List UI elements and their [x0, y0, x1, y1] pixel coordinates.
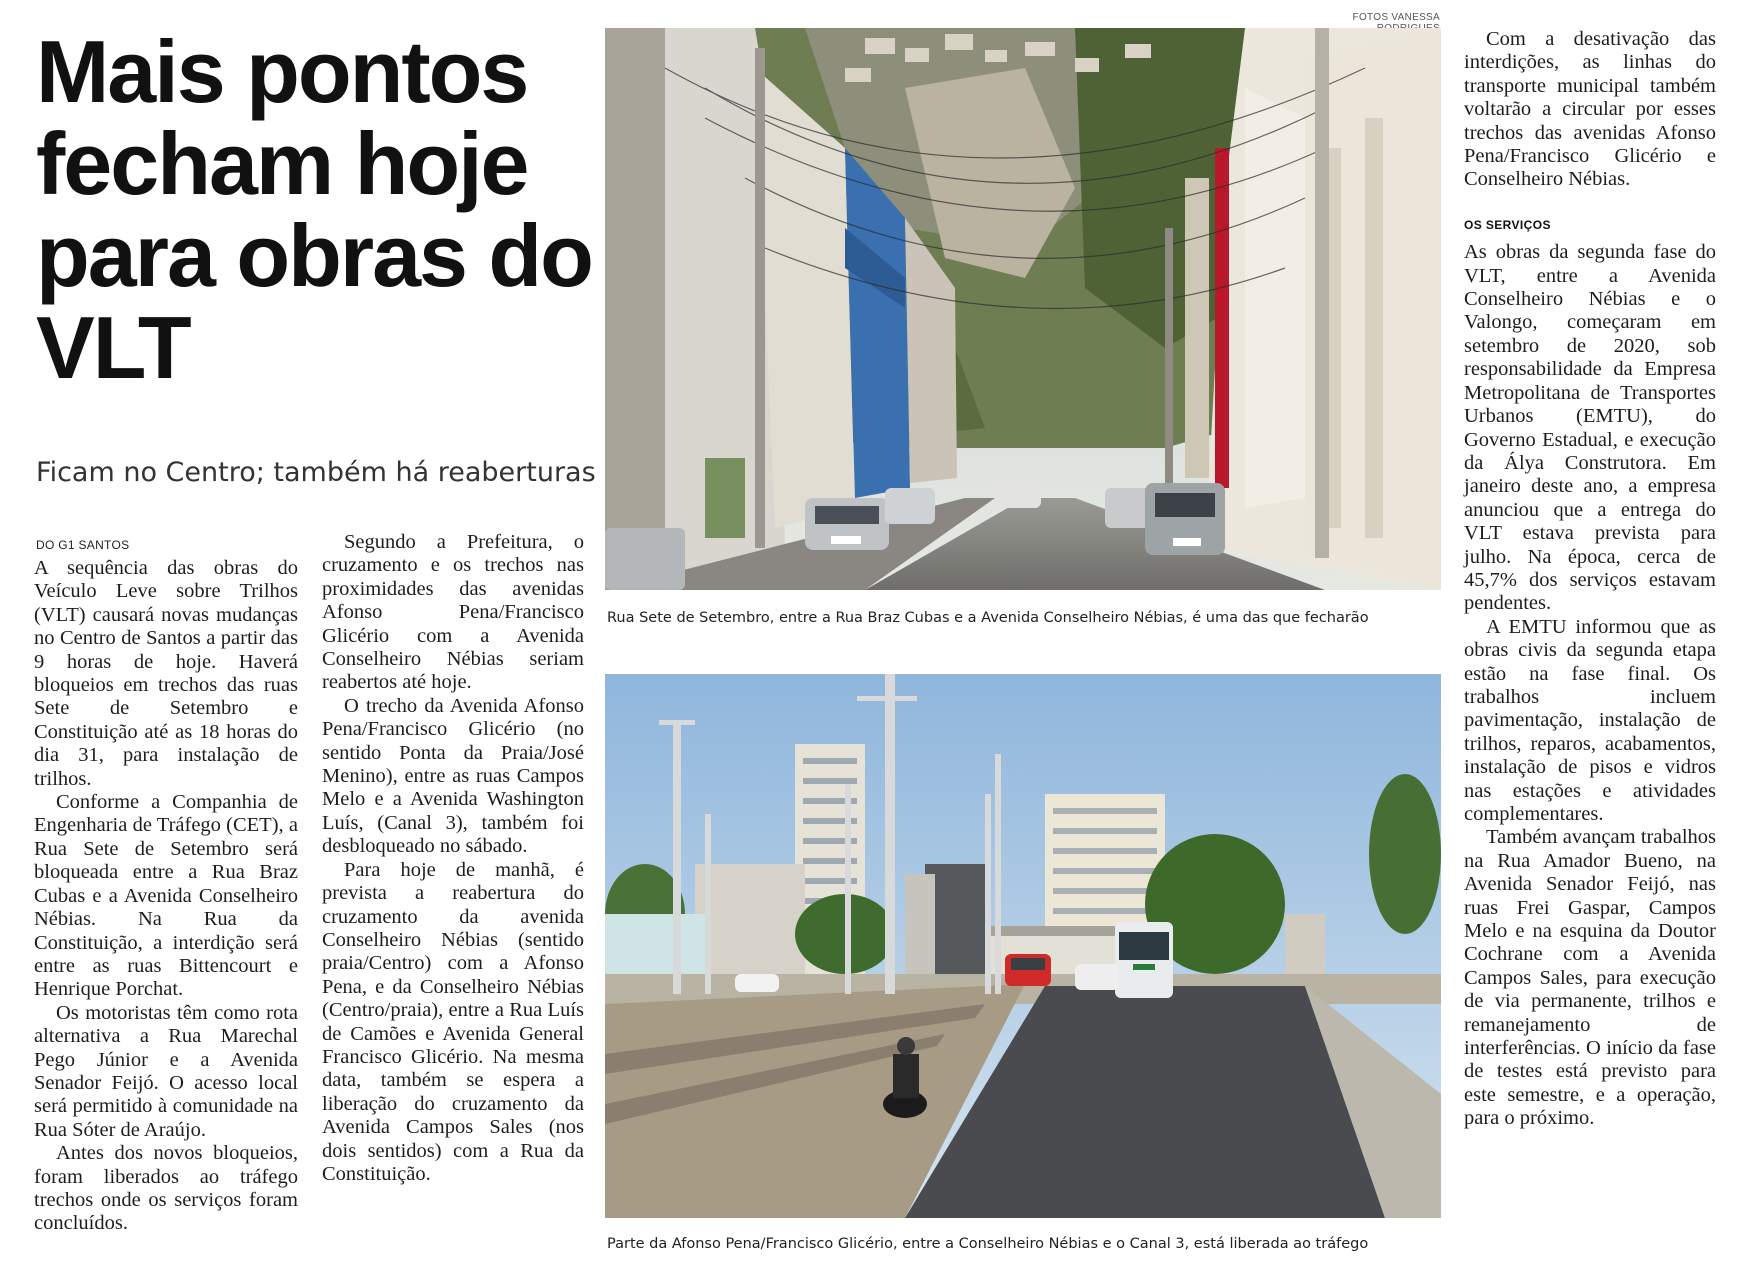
paragraph: As obras da segunda fase do VLT, entre a Avenida Conselheiro Nébias e o Valongo, começaram em setembro de 2020, sob responsabilidade da Empresa Metropolitana de Transportes Urbanos (EMTU), do Governo Estadual, e execução da Álya Construtora. Em janeiro deste ano, a empresa anunciou que a entrega do VLT estava prevista para julho. Na época, cerca de 45,7% dos serviços estavam pendentes.	[1464, 241, 1716, 615]
paragraph: A sequência das obras do Veículo Leve sobre Trilhos (VLT) causará novas mudanças no Centro de Santos a partir das 9 horas de hoje. Haverá bloqueios em trechos das ruas Sete de Setembro e Constituição até as 18 horas do dia 31, para instalação de trilhos.	[34, 557, 298, 790]
paragraph: Conforme a Companhia de Engenharia de Tráfego (CET), a Rua Sete de Setembro será bloqueada entre a Rua Braz Cubas e a Avenida Conselheiro Nébias. Na Rua da Constituição, a interdição será entre as ruas Bittencourt e Henrique Porchat.	[34, 791, 298, 1001]
photo-caption: Parte da Afonso Pena/Francisco Glicério, entre a Conselheiro Nébias e o Canal 3, está liberada ao tráfego	[607, 1236, 1369, 1252]
paragraph: Antes dos novos bloqueios, foram liberados ao tráfego trechos onde os serviços foram concluídos.	[34, 1142, 298, 1235]
byline: DO G1 SANTOS	[36, 538, 130, 552]
paragraph: Segundo a Prefeitura, o cruzamento e os trechos nas proximidades das avenidas Afonso Pena/Francisco Glicério com a Avenida Conselheiro Nébias seriam reabertos até hoje.	[322, 531, 584, 694]
avenue-photo-illustration	[605, 674, 1441, 1218]
paragraph: Também avançam trabalhos na Rua Amador Bueno, na Avenida Senador Feijó, nas ruas Frei Gaspar, Campos Melo e na esquina da Doutor Cochrane com a Avenida Campos Sales, para execução de via permanente, trilhos e remanejamento de interferências. O início da fase de testes está previsto para este semestre, e a operação, para o próximo.	[1464, 826, 1716, 1130]
photo-caption: Rua Sete de Setembro, entre a Rua Braz Cubas e a Avenida Conselheiro Nébias, é uma das que fecharão	[607, 610, 1369, 626]
article-column-3	[1464, 28, 1716, 1131]
subheadline: Ficam no Centro; também há reaberturas	[36, 457, 596, 488]
photo-credit: FOTOS VANESSA	[1352, 12, 1440, 23]
article-column-1	[34, 557, 298, 1236]
paragraph: Com a desativação das interdições, as linhas do transporte municipal também voltarão a circular por esses trechos das avenidas Afonso Pena/Francisco Glicério e Conselheiro Nébias.	[1464, 28, 1716, 191]
headline: Mais pontos fecham hoje para obras do VLT	[36, 22, 592, 397]
paragraph: Os motoristas têm como rota alternativa a Rua Marechal Pego Júnior e a Avenida Senador Feijó. O acesso local será permitido à comunidade na Rua Sóter de Araújo.	[34, 1001, 298, 1141]
photo-afonso-pena-avenue	[605, 674, 1441, 1218]
section-title: OS SERVIÇOS	[1464, 217, 1551, 232]
photo-rua-sete-de-setembro	[605, 28, 1441, 590]
paragraph: O trecho da Avenida Afonso Pena/Francisco Glicério (no sentido Ponta da Praia/José Menino), entre as ruas Campos Melo e a Avenida Washington Luís, (Canal 3), também foi desbloqueado no sábado.	[322, 694, 584, 858]
street-photo-illustration	[605, 28, 1441, 590]
article-column-2	[322, 531, 584, 1186]
paragraph: A EMTU informou que as obras civis da segunda etapa estão na fase final. Os trabalhos incluem pavimentação, instalação de trilhos, reparos, acabamentos, instalação de pisos e vidros nas estações e atividades complementares.	[1464, 615, 1716, 825]
paragraph: Para hoje de manhã, é prevista a reabertura do cruzamento da avenida Conselheiro Nébias (sentido praia/Centro) com a Afonso Pena, e da Conselheiro Nébias (Centro/praia), entre a Rua Luís de Camões e Avenida General Francisco Glicério. Na mesma data, também se espera a liberação do cruzamento da Avenida Campos Sales (nos dois sentidos) com a Rua da Constituição.	[322, 858, 584, 1185]
